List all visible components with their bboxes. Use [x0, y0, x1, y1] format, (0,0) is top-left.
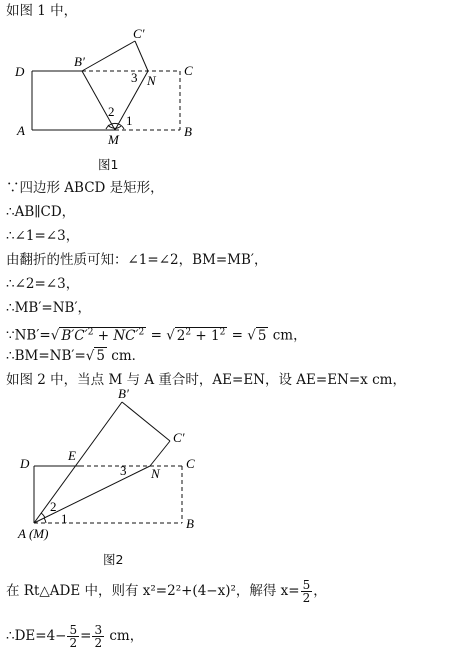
fig2-edge-NA [34, 466, 150, 523]
sqrt-5: 5 [257, 327, 267, 344]
line-mb-eq-nb: ∴MB′=NB′， [6, 300, 92, 316]
line-parallel: ∴AB∥CD， [6, 204, 76, 220]
fig2-label-A-M: A (M) [18, 526, 49, 541]
line-nb-computation: ∵NB′=√ $B'C'^2 + NC'^2$ = √ $2^2 + 1^2$ = √ 5 cm， [6, 327, 307, 344]
fig1-label-C-prime: C′ [133, 26, 145, 41]
fig1-label-angle2: 2 [108, 104, 115, 119]
fig2-label-E: E [68, 448, 76, 463]
fig2-label-angle2: 2 [50, 499, 57, 514]
fig1-label-B-prime: B′ [74, 54, 85, 69]
fig1-label-A: A [17, 123, 25, 138]
figure-1-diagram [0, 25, 460, 150]
fig2-label-B-prime: B′ [118, 386, 129, 401]
line-angle2-eq-3: ∴∠2=∠3， [6, 276, 80, 292]
fig1-label-N: N [147, 73, 156, 88]
line-pythagoras: 在 Rt△ADE 中，则有 x²=2²+(4−x)²，解得 x= $\frac{5}{2}$ ， [6, 578, 327, 605]
fig1-label-B: B [184, 124, 192, 139]
fig2-label-B: B [186, 516, 194, 531]
fig1-label-angle3: 3 [131, 70, 138, 85]
fig2-label-angle1: 1 [61, 511, 68, 526]
fig1-label-angle1: 1 [126, 113, 133, 128]
fig1-edge-B'C' [82, 41, 135, 71]
fraction-5-over-2: $\frac{5}{2}$ [302, 578, 311, 605]
fig2-label-N: N [151, 466, 160, 481]
fig1-angle-arc-2 [108, 125, 121, 128]
fig2-angle-arc-2 [41, 513, 45, 518]
line-angle1-eq-3: ∴∠1=∠3， [6, 228, 80, 244]
fig1-label-M: M [108, 132, 119, 147]
sqrt-2sq-1sq: $2^2 + 1^2$ [176, 327, 226, 344]
fig2-edge-AB' [34, 402, 122, 523]
line-fold-property: 由翻折的性质可知：∠1=∠2，BM=MB′， [6, 252, 268, 268]
line-bm-result: ∴BM=NB′=√ 5 cm． [6, 348, 146, 364]
figure-1-caption: 图1 [98, 157, 119, 172]
figure-2-diagram [0, 386, 460, 546]
fig1-label-C: C [184, 63, 193, 78]
fig2-angle-arc-1 [44, 518, 46, 523]
line-de-result: ∴DE=4− $\frac{5}{2}$ = $\frac{3}{2}$ cm， [6, 623, 144, 650]
sqrt-b-c-n-c: $B'C'^2 + NC'^2$ [61, 327, 145, 344]
line-rect-premise: ∵四边形 ABCD 是矩形， [6, 180, 164, 196]
fig1-edge-C'N [135, 41, 148, 71]
fig2-edge-C'N [150, 441, 170, 466]
fig1-edge-MB' [82, 71, 115, 130]
fig2-label-angle3: 3 [120, 463, 127, 478]
figure-2-caption: 图2 [103, 552, 124, 567]
line-intro-fig1: 如图 1 中， [6, 3, 78, 19]
fig2-label-C: C [186, 456, 195, 471]
fig1-label-D: D [15, 64, 25, 79]
fig2-edge-B'C' [122, 402, 170, 441]
fig2-label-D: D [20, 456, 30, 471]
fig2-label-C-prime: C′ [173, 430, 185, 445]
line-intro-fig2: 如图 2 中，当点 M 与 A 重合时，AE=EN，设 AE=EN=x cm， [6, 372, 406, 388]
